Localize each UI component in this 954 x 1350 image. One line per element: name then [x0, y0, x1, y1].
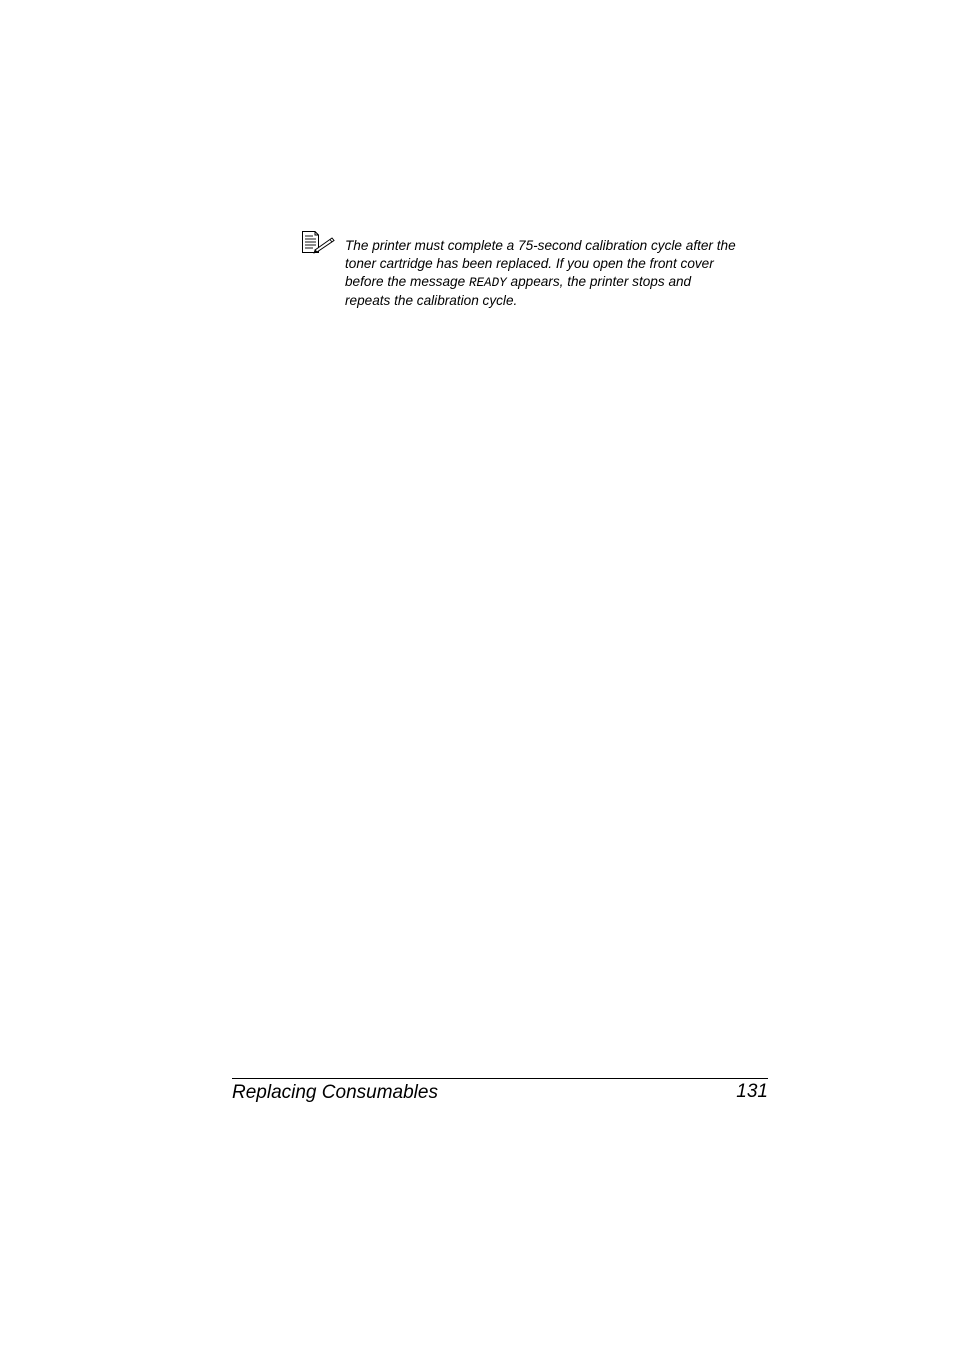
note-text [345, 237, 775, 310]
footer-divider [232, 1078, 768, 1079]
note-line-4: repeats the calibration cycle. [345, 293, 518, 308]
ready-message-code: READY [468, 276, 507, 290]
note-pencil-icon [301, 230, 335, 254]
note-line-2: toner cartridge has been replaced. If you open the front cover [345, 256, 714, 271]
footer-page-number: 131 [736, 1081, 768, 1102]
footer-section-title: Replacing Consumables [232, 1082, 438, 1103]
note-line-3-before: before the message [345, 274, 469, 289]
note-line-3 [345, 273, 775, 292]
note-line-3-after: appears, the printer stops and [506, 274, 692, 289]
note-line-1: The printer must complete a 75-second calibration cycle after the [345, 238, 736, 253]
